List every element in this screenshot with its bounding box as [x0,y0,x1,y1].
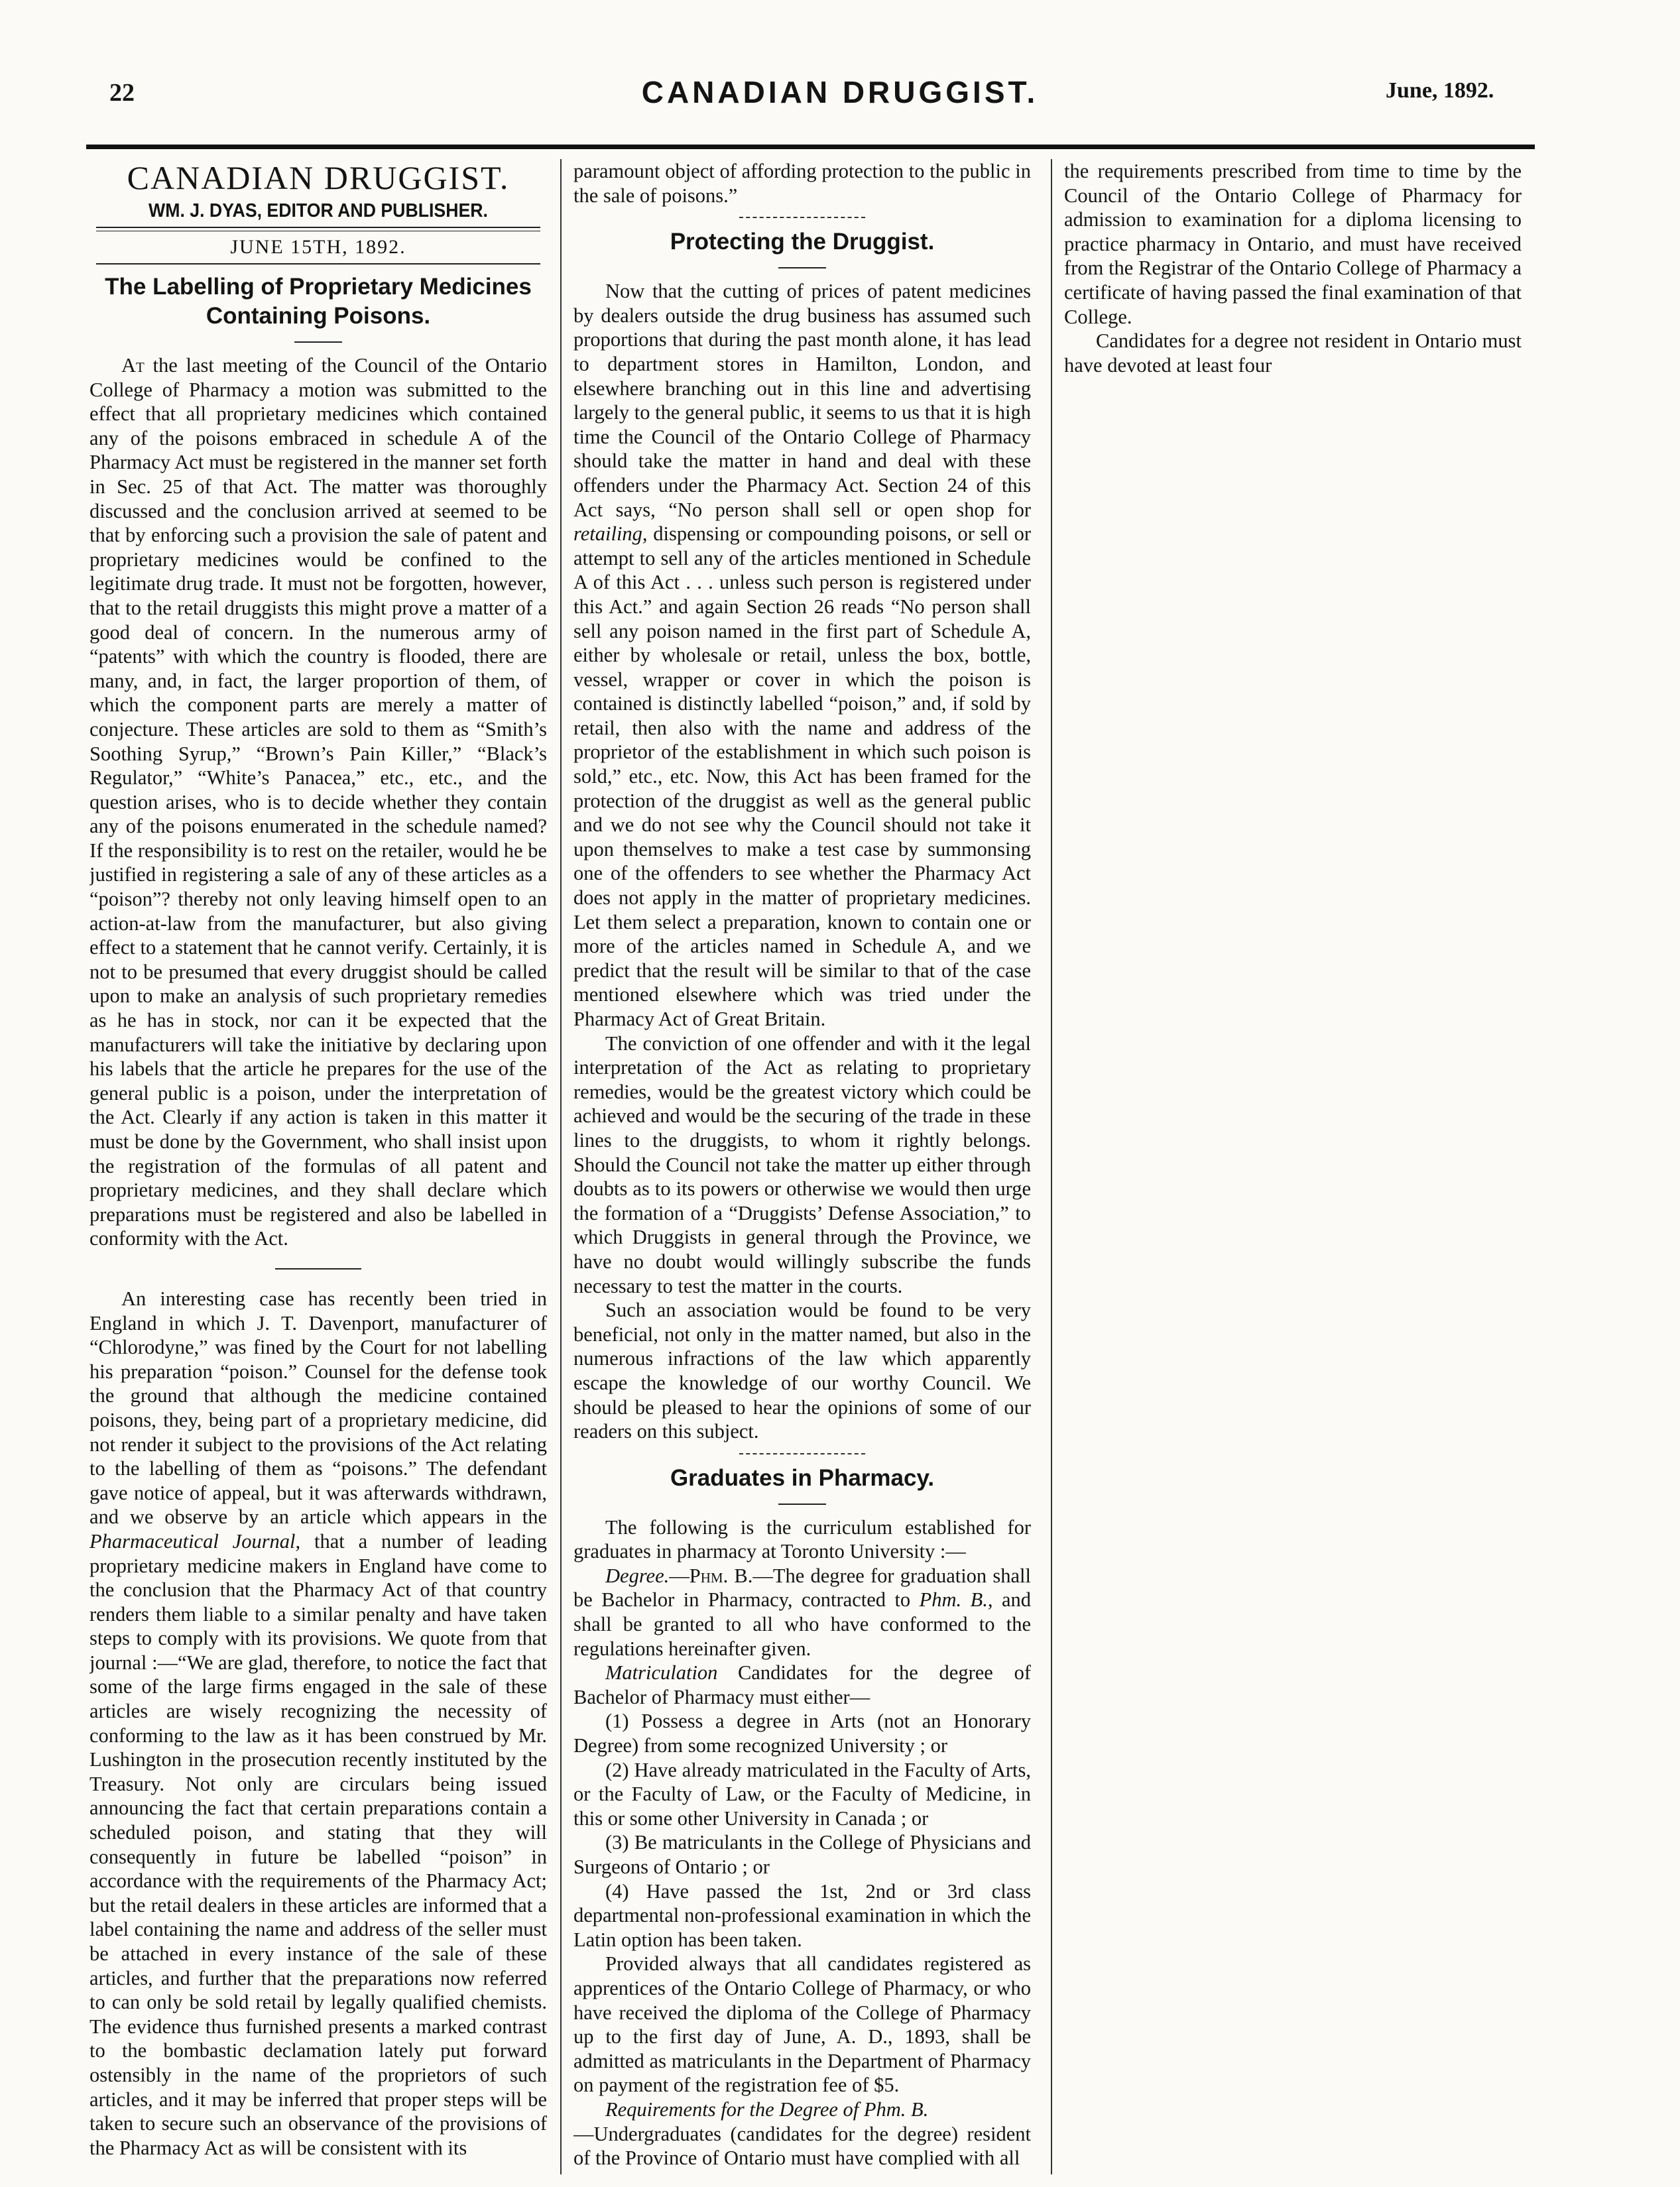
journal-name: Pharmaceutical Journal, [90,1529,301,1553]
article-paragraph: (4) Have passed the 1st, 2nd or 3rd class departmental non-professional examination in which the Latin option has been taken. [573,1879,1031,1951]
heading-rule [294,341,342,343]
running-journal-title: CANADIAN DRUGGIST. [641,75,1039,109]
article-paragraph [573,1661,1031,1709]
article-paragraph-continued [573,159,1031,207]
issue-date: June, 1892. [1386,78,1494,103]
header-rule [86,145,1535,149]
heading-rule [778,267,826,268]
masthead-rule [96,227,540,231]
paragraph-text: the requirements prescribed from time to time by the Council of the Ontario College of Pharmacy for admission to examination for a diploma licensing to practice pharmacy in Ontario, and must have received from the Registrar of the Ontario College of Pharmacy a certificate of having passed the final examination of that College. [1064,160,1522,328]
paragraph-text: paramount object of affording protection to the public in the sale of poisons.” [573,160,1031,207]
label-degree: Degree. [605,1564,670,1587]
masthead [90,159,547,265]
emphasis-retailing: retailing, [573,522,648,546]
column-3 [1064,159,1522,2174]
article-heading-graduates: Graduates in Pharmacy. [670,1464,935,1491]
column-divider [560,159,562,2174]
article-paragraph: Such an association would be found to be very beneficial, not only in the matter named, but also in the numerous infractions of the law which apparently escape the knowledge of our worthy Council. We should be pleased to hear the opinions of some of our readers on this subject. [573,1299,1031,1443]
article-heading-protecting: Protecting the Druggist. [670,229,935,255]
degree-abbr-italic: Phm. B., [919,1588,993,1612]
article-paragraph: (1) Possess a degree in Arts (not an Honorary Degree) from some recognized University ; or [573,1710,1031,1757]
paragraph-text: dispensing or compounding poisons, or sell or attempt to sell any of the articles mentioned in Schedule A of this Act . . . unless such person is registered under this Act.” and again Section 26 reads “No person shall sell any poison named in the first part of Schedule A, either by wholesale or retail, unless the box, bottle, vessel, wrapper or cover in which the poison is contained is distinctly labelled “poison,” and, if sold by retail, then also with the name and address of the proprietor of the establishment in which such poison is sold,” etc., etc. Now, this Act has been framed for the protection of the druggist as well as the general public and we do not see why the Council should not take it upon themselves to make a test case by summonsing one of the offenders to see whether the Pharmacy Act does not apply in the matter of proprietary medicines. Let them select a preparation, known to contain one or more of the articles named in Schedule A, and we predict that the result will be similar to that of the case mentioned elsewhere which was tried under the Pharmacy Act of Great Britain. [573,522,1031,1030]
column-2-flow [573,159,1031,2170]
paragraph-text: that a number of leading proprietary medicine makers in England have come to the conclusion that the Pharmacy Act of that country renders them liable to a similar penalty and have taken steps to comply with its provisions. We quote from that journal :—“We are glad, therefore, to notice the fact that some of the large firms engaged in the sale of these articles are wisely recognizing the necessity of conforming to the law as it has been construed by Mr. Lushington in the prosecution recently instituted by the Treasury. Not only are circulars being issued announcing the fact that certain preparations contain a scheduled poison, and stating that they will consequently in future be labelled “poison” in accordance with the requirements of the Pharmacy Act; but the retail dealers in these articles are informed that a label containing the name and address of the seller must be attached in every instance of the sale of these articles, and further that the preparations now referred to can only be sold retail by legally qualified chemists. The evidence thus furnished presents a marked contrast to the bombastic declamation lately put forward ostensibly in the name of the proprietors of such articles, and it may be inferred that proper steps will be taken to secure such an observance of the provisions of the Pharmacy Act as will be consistent with its [90,1529,547,2159]
article-paragraph [573,279,1031,1031]
article-paragraph: (3) Be matriculants in the College of Physicians and Surgeons of Ontario ; or [573,1831,1031,1878]
dash: — [669,1564,690,1587]
article-paragraph [573,2098,1031,2170]
article-paragraph: Provided always that all candidates registered as apprentices of the Ontario College of Pharmacy, or who have received the diploma of the College of Pharmacy up to the first day of June, A. D., 1893, shall be admitted as matriculants in the Department of Pharmacy on payment of the registration fee of $5. [573,1952,1031,2097]
masthead-dateline: JUNE 15TH, 1892. [230,236,406,258]
article-heading-labelling: The Labelling of Proprietary Medicines Containing Poisons. [105,274,532,329]
paragraph-text: An interesting case has recently been tried in England in which J. T. Davenport, manufacturer of “Chlorodyne,” was fined by the Court for not labelling his preparation “poison.” Counsel for the defense took the ground that although the medicine contained poisons, they, being part of a proprietary medicine, did not render it subject to the provisions of the Act relating to the labelling of them as “poisons.” The defendant gave notice of appeal, but it was afterwards withdrawn, and we observe by an article which appears in the [90,1287,547,1529]
article-paragraph-continued [1064,159,1522,329]
heading-rule [778,1504,826,1505]
label-matriculation: Matriculation [605,1661,718,1685]
masthead-rule [96,263,540,265]
running-head [0,0,1680,146]
masthead-editor: WM. J. DYAS, EDITOR AND PUBLISHER. [149,200,488,221]
article-paragraph: Candidates for a degree not resident in Ontario must have devoted at least four [1064,329,1522,377]
label-requirements: Requirements for the Degree of Phm. B. [605,2098,929,2121]
section-rule [275,1268,361,1270]
paragraph-text: Candidates for the degree of Bachelor of Pharmacy must either— [573,1661,1031,1708]
paragraph-text: Now that the cutting of prices of patent medicines by dealers outside the drug business has assumed such proportions that during the past month alone, it has lead to department stores in Hamilton, London, and elsewhere branching out in this line and advertising largely to the general public, it seems to us that it is high time the Council of the Ontario College of Pharmacy should take the matter in hand and deal with these offenders under the Pharmacy Act. Section 24 of this Act says, “No person shall sell or open shop for [573,280,1031,521]
column-1 [90,159,547,2174]
article-paragraph: (2) Have already matriculated in the Faculty of Arts, or the Faculty of Law, or the Faculty of Medicine, in this or some other University in Canada ; or [573,1758,1031,1830]
article-paragraph: The conviction of one offender and with it the legal interpretation of the Act as relating to proprietary remedies, would be the greatest victory which could be achieved and would be the securing of the trade in these lines to the druggists, to whom it rightly belongs. Should the Council not take the matter up either through doubts as to its powers or otherwise we would then urge the formation of a “Druggists’ Defense Association,” to which Druggists in general through the Province, we have no doubt would willingly subscribe the funds necessary to test the matter in the courts. [573,1032,1031,1297]
paragraph-text: —The degree for graduation shall be Bachelor in Pharmacy, contracted to [573,1564,1031,1612]
article-paragraph [90,353,547,1251]
paragraph-text: the last meeting of the Council of the Ontario College of Pharmacy a motion was submitted to the effect that all proprietary medicines which contained any of the poisons embraced in schedule A of the Pharmacy Act must be registered in the manner set forth in Sec. 25 of that Act. The matter was thoroughly discussed and the conclusion arrived at seemed to be that by enforcing such a provision the sale of patent and proprietary medicines would be confined to the legitimate drug trade. It must not be forgotten, however, that to the retail druggists this might prove a matter of a good deal of concern. In the numerous army of “patents” with which the country is flooded, there are many, and, in fact, the larger proportion of them, of which the component parts are merely a matter of conjecture. These articles are sold to them as “Smith’s Soothing Syrup,” “Brown’s Pain Killer,” “Black’s Regulator,” “White’s Panacea,” etc., etc., and the question arises, who is to decide whether they contain any of the poisons enumerated in the schedule named? If the responsibility is to rest on the retailer, would he be justified in registering a sale of any of these articles as a “poison”? thereby not only leaving himself open to an action-at-law from the manufacturer, but also giving effect to a statement that he cannot verify. Certainly, it is not to be presumed that every druggist should be called upon to make an analysis of such proprietary remedies as he has in stock, nor can it be expected that the manufacturers will take the initiative by declaring upon his labels that the article he prepares for the use of the general public is a poison, under the interpretation of the Act. Clearly if any action is taken in this matter it must be done by the Government, who shall insist upon the registration of the formulas of all patent and proprietary medicines, and they shall declare which preparations must be registered and also be labelled in conformity with the Act. [90,354,547,1250]
masthead-title: CANADIAN DRUGGIST. [127,159,510,196]
column-3-flow [1064,159,1522,377]
column-2 [573,159,1031,2174]
paragraph-text: and shall be granted to all who have conformed to the regulations hereinafter given. [573,1588,1031,1660]
section-rule [739,1453,865,1454]
degree-abbr: Phm. B. [689,1564,753,1587]
lead-word: At [121,354,145,377]
section-rule [739,217,865,218]
article-paragraph: The following is the curriculum established for graduates in pharmacy at Toronto University :— [573,1515,1031,1563]
column-divider [1051,159,1052,2174]
article-paragraph [573,1564,1031,1661]
article-paragraph [90,1287,547,2160]
page-number: 22 [109,79,135,107]
paragraph-text: —Undergraduates (candidates for the degree) resident of the Province of Ontario must have complied with all [573,2122,1031,2170]
